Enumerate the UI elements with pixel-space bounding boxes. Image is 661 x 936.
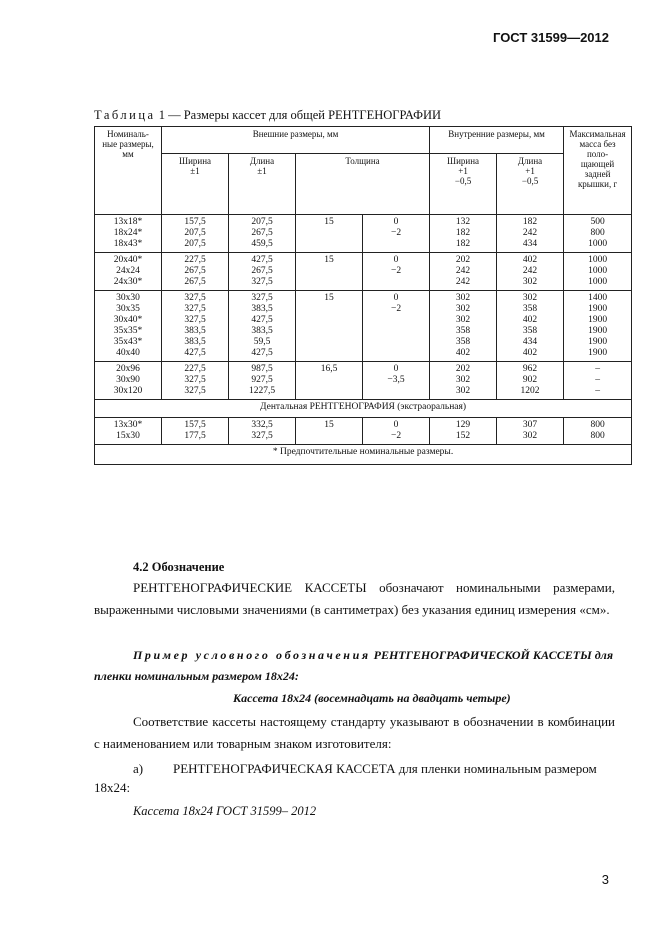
table-row-dental-title bbox=[95, 400, 632, 418]
cell-thickness-tolerance: 0 −2 bbox=[363, 215, 430, 253]
cell-thickness: 15 bbox=[296, 253, 363, 291]
cell-nominal: 20x96 30x90 30x120 bbox=[95, 362, 162, 400]
cell-thickness-tolerance: 0 −2 bbox=[363, 291, 430, 362]
list-marker: а) bbox=[133, 761, 144, 776]
header-outer: Внешние размеры, мм bbox=[162, 127, 430, 154]
cell-outer-length: 987,5 927,5 1227,5 bbox=[229, 362, 296, 400]
cell-inner-length: 182 242 434 bbox=[497, 215, 564, 253]
cell-thickness: 16,5 bbox=[296, 362, 363, 400]
cassette-dimensions-table bbox=[94, 126, 632, 465]
header-inner-length: Длина +1 −0,5 bbox=[497, 154, 564, 215]
cell-outer-length: 427,5 267,5 327,5 bbox=[229, 253, 296, 291]
cell-inner-length: 402 242 302 bbox=[497, 253, 564, 291]
cell-thickness-tolerance: 0 −2 bbox=[363, 253, 430, 291]
header-mass: Максимальная масса без поло- щающей задней крышки, г bbox=[564, 127, 632, 215]
cell-nominal: 30x30 30x35 30x40* 35x35* 35x43* 40x40 bbox=[95, 291, 162, 362]
cell-inner-width: 302 302 302 358 358 402 bbox=[430, 291, 497, 362]
table-caption bbox=[94, 108, 441, 123]
paragraph-designation: РЕНТГЕНОГРАФИЧЕСКИЕ КАССЕТЫ обозначают номинальными размерами, выраженными числовыми значениями (в сантиметрах) без указания единиц измерения «см». bbox=[94, 580, 615, 617]
table-row-group-1 bbox=[95, 215, 632, 253]
header-outer-length: Длина ±1 bbox=[229, 154, 296, 215]
header-inner: Внутренние размеры, мм bbox=[430, 127, 564, 154]
cell-inner-width: 202 302 302 bbox=[430, 362, 497, 400]
example-designation-standard: Кассета 18x24 ГОСТ 31599– 2012 bbox=[133, 804, 317, 818]
cell-outer-width: 327,5 327,5 327,5 383,5 383,5 427,5 bbox=[162, 291, 229, 362]
cell-mass: 1400 1900 1900 1900 1900 1900 bbox=[564, 291, 632, 362]
header-outer-width: Ширина ±1 bbox=[162, 154, 229, 215]
cell-thickness: 15 bbox=[296, 215, 363, 253]
example-intro-continuation: пленки номинальным размером 18x24: bbox=[94, 669, 299, 683]
cell-inner-length: 962 902 1202 bbox=[497, 362, 564, 400]
cell-mass: 1000 1000 1000 bbox=[564, 253, 632, 291]
example-intro bbox=[133, 648, 613, 663]
cell-nominal: 13x18* 18x24* 18x43* bbox=[95, 215, 162, 253]
cell-mass: 800 800 bbox=[564, 418, 632, 445]
list-item-text: РЕНТГЕНОГРАФИЧЕСКАЯ КАССЕТА для пленки номинальным размером bbox=[173, 761, 597, 776]
table-row-group-3 bbox=[95, 291, 632, 362]
header-thickness: Толщина bbox=[296, 154, 430, 215]
example-label: Пример условного обозначения bbox=[133, 648, 371, 662]
cell-thickness-tolerance: 0 −2 bbox=[363, 418, 430, 445]
cell-thickness-tolerance: 0 −3,5 bbox=[363, 362, 430, 400]
cell-inner-length: 302 358 402 358 434 402 bbox=[497, 291, 564, 362]
cell-thickness: 15 bbox=[296, 418, 363, 445]
table-row-group-2 bbox=[95, 253, 632, 291]
cell-mass: 500 800 1000 bbox=[564, 215, 632, 253]
cell-nominal: 13x30* 15x30 bbox=[95, 418, 162, 445]
table-row-footnote bbox=[95, 445, 632, 465]
cell-inner-length: 307 302 bbox=[497, 418, 564, 445]
cell-thickness: 15 bbox=[296, 291, 363, 362]
paragraph-conformity: Соответствие кассеты настоящему стандарту указывают в обозначении в комбинации с наименованием или товарным знаком изготовителя: bbox=[94, 714, 615, 751]
cell-nominal: 20x40* 24x24 24x30* bbox=[95, 253, 162, 291]
list-item-a-continuation: 18x24: bbox=[94, 780, 131, 795]
header-nominal: Номиналь- ные размеры, мм bbox=[95, 127, 162, 215]
table-caption-label: Таблица bbox=[94, 108, 156, 122]
cell-outer-width: 227,5 267,5 267,5 bbox=[162, 253, 229, 291]
cell-inner-width: 132 182 182 bbox=[430, 215, 497, 253]
header-inner-width: Ширина +1 −0,5 bbox=[430, 154, 497, 215]
example-designation: Кассета 18x24 (восемнадцать на двадцать четыре) bbox=[233, 691, 511, 705]
cell-outer-length: 327,5 383,5 427,5 383,5 59,5 427,5 bbox=[229, 291, 296, 362]
cell-inner-width: 202 242 242 bbox=[430, 253, 497, 291]
document-header: ГОСТ 31599—2012 bbox=[493, 30, 609, 45]
cell-mass: – – – bbox=[564, 362, 632, 400]
cell-outer-width: 157,5 207,5 207,5 bbox=[162, 215, 229, 253]
table-row-group-4 bbox=[95, 362, 632, 400]
cell-outer-width: 227,5 327,5 327,5 bbox=[162, 362, 229, 400]
cell-inner-width: 129 152 bbox=[430, 418, 497, 445]
cell-outer-length: 207,5 267,5 459,5 bbox=[229, 215, 296, 253]
cell-outer-length: 332,5 327,5 bbox=[229, 418, 296, 445]
section-heading: 4.2 Обозначение bbox=[133, 560, 225, 574]
cell-outer-width: 157,5 177,5 bbox=[162, 418, 229, 445]
example-intro-text: РЕНТГЕНОГРАФИЧЕСКОЙ КАССЕТЫ для bbox=[370, 648, 613, 662]
table-footnote: * Предпочтительные номинальные размеры. bbox=[95, 445, 632, 465]
page-number: 3 bbox=[601, 872, 609, 887]
list-item-a bbox=[133, 758, 615, 780]
table-caption-text: 1 — Размеры кассет для общей РЕНТГЕНОГРАФИИ bbox=[158, 108, 442, 122]
table-row-dental bbox=[95, 418, 632, 445]
dental-section-title: Дентальная РЕНТГЕНОГРАФИЯ (экстраоральная) bbox=[95, 400, 632, 418]
